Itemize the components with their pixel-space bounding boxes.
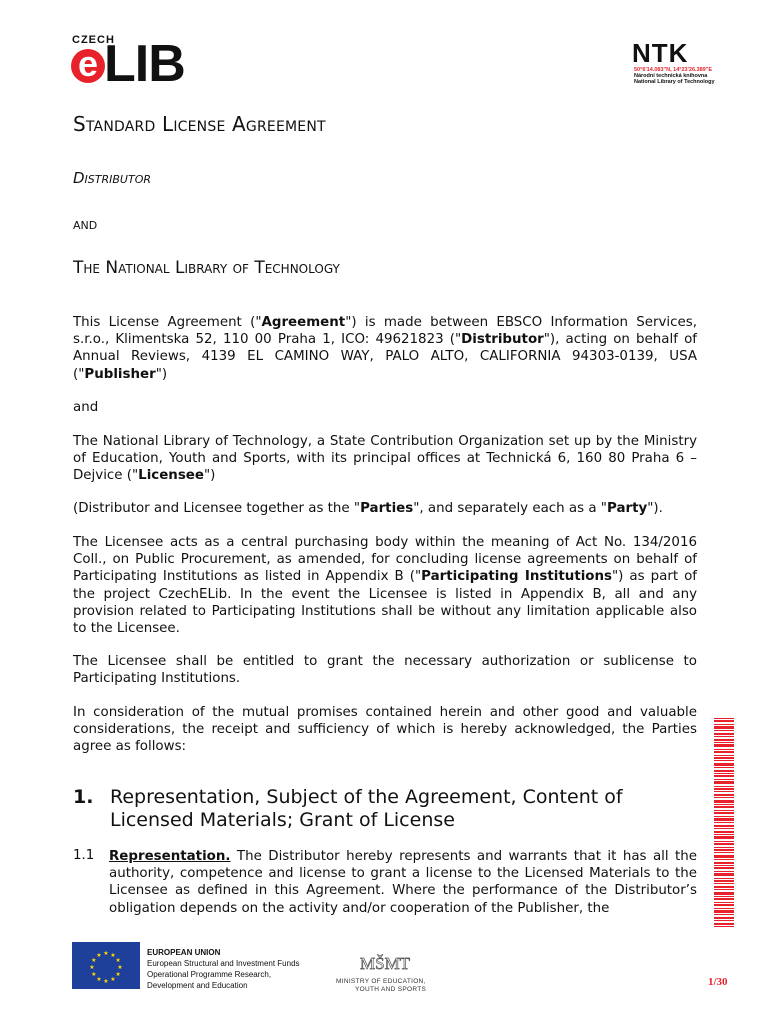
eu-star-icon: ★ <box>96 976 102 984</box>
eu-programme-label-2: Development and Education <box>147 981 248 990</box>
section-1-number: 1. <box>73 786 94 808</box>
document-title: Standard License Agreement <box>73 112 326 136</box>
barcode-stripe <box>714 810 734 811</box>
eu-funds-label: European Structural and Investment Funds <box>147 959 300 968</box>
barcode-stripe <box>714 742 734 743</box>
barcode-stripe <box>714 760 734 761</box>
msmt-label-2: YOUTH AND SPORTS <box>355 986 427 993</box>
barcode-stripe <box>714 797 734 798</box>
barcode-stripe <box>714 908 734 909</box>
barcode-stripe <box>714 726 734 729</box>
barcode-stripe <box>714 744 734 747</box>
barcode-stripe <box>714 767 734 768</box>
barcode-stripe <box>714 831 734 833</box>
barcode-stripe <box>714 892 734 895</box>
barcode-icon <box>714 718 734 928</box>
barcode-stripe <box>714 812 734 814</box>
eu-star-icon: ★ <box>89 964 95 971</box>
barcode-stripe <box>714 843 734 845</box>
barcode-stripe <box>714 781 734 784</box>
barcode-stripe <box>714 825 734 827</box>
eu-star-icon: ★ <box>103 978 109 985</box>
clause-1-1-text: Representation. The Distributor hereby represents and warrants that it has all the authority, competence and license to grant a license to the Licensed Materials to the Licensee as defined in this Agreement. Where the performance of the Distributor’s obligation depends on the activity and/or cooperation of the Publisher, the <box>109 849 697 916</box>
barcode-stripe <box>714 816 734 817</box>
czechelib-logo-czech: CZECH <box>72 34 115 46</box>
paragraph-consideration: In consideration of the mutual promises contained herein and other good and valuable considerations, the receipt and sufficiency of which is hereby acknowledged, the Parties agree as follows: <box>73 705 697 755</box>
ntk-coordinates: 50°6'14.083"N, 14°23'26.389"E <box>634 67 712 73</box>
barcode-stripe <box>714 736 734 737</box>
barcode-stripe <box>714 770 734 772</box>
barcode-stripe <box>714 791 734 792</box>
and-heading: and <box>73 215 98 233</box>
barcode-stripe <box>714 786 734 787</box>
eu-flag-icon <box>72 942 140 989</box>
barcode-stripe <box>714 920 734 921</box>
barcode-stripe <box>714 871 734 872</box>
barcode-stripe <box>714 822 734 823</box>
barcode-stripe <box>714 847 734 848</box>
distributor-heading: Distributor <box>73 169 152 187</box>
czechelib-logo-e: e <box>71 49 105 83</box>
barcode-stripe <box>714 724 734 725</box>
barcode-stripe <box>714 720 734 722</box>
barcode-stripe <box>714 904 734 906</box>
barcode-stripe <box>714 788 734 790</box>
barcode-stripe <box>714 718 734 719</box>
barcode-stripe <box>714 794 734 796</box>
eu-programme-label: Operational Programme Research, <box>147 970 272 979</box>
barcode-stripe <box>714 910 734 913</box>
eu-star-icon: ★ <box>110 951 116 959</box>
barcode-stripe <box>714 914 734 915</box>
barcode-stripe <box>714 836 734 839</box>
eu-star-icon: ★ <box>117 964 123 971</box>
barcode-stripe <box>714 818 734 821</box>
ntk-name-en: National Library of Technology <box>634 79 715 85</box>
barcode-stripe <box>714 867 734 869</box>
msmt-logo-icon <box>356 943 412 979</box>
barcode-stripe <box>714 849 734 851</box>
barcode-stripe <box>714 804 734 805</box>
barcode-stripe <box>714 917 734 919</box>
paragraph-licensee: The National Library of Technology, a State Contribution Organization set up by the Ministry of Education, Youth and Sports, with its principal offices at Technická 6, 160 80 Praha 6 – Dejvice ("Licensee") <box>73 434 697 484</box>
barcode-stripe <box>714 757 734 759</box>
paragraph-central-purchasing: The Licensee acts as a central purchasing body within the meaning of Act No. 134/2016 Coll., on Public Procurement, as amended, for concluding license agreements on behalf of Participating Institutions as listed in Appendix B ("Participating Institutions") as part of the project CzechELib. In the event the Licensee is listed in Appendix B, all and any provision related to Participating Institutions shall be without any limitation applicable also to the Licensee. <box>73 535 697 637</box>
barcode-stripe <box>714 923 734 925</box>
barcode-stripe <box>714 733 734 735</box>
page-number: 1/30 <box>708 976 728 988</box>
ntk-name-cz: Národní technická knihovna <box>634 73 708 79</box>
barcode-stripe <box>714 755 734 756</box>
barcode-stripe <box>714 865 734 866</box>
paragraph-parties-definition: (Distributor and Licensee together as the "Parties", and separately each as a "Party"). <box>73 501 663 516</box>
barcode-stripe <box>714 883 734 884</box>
barcode-stripe <box>714 806 734 808</box>
eu-star-icon: ★ <box>96 951 102 959</box>
msmt-mark: MŠMT <box>360 954 411 973</box>
barcode-stripe <box>714 896 734 897</box>
barcode-stripe <box>714 902 734 903</box>
ntk-logo: NTK <box>632 38 689 68</box>
barcode-stripe <box>714 841 734 842</box>
barcode-stripe <box>714 926 734 927</box>
eu-star-icon: ★ <box>91 957 97 964</box>
ntk-heading: The National Library of Technology <box>73 258 340 278</box>
eu-star-icon: ★ <box>115 957 121 964</box>
barcode-stripe <box>714 886 734 888</box>
paragraph-and: and <box>73 400 99 415</box>
barcode-stripe <box>714 773 734 774</box>
msmt-label-1: MINISTRY OF EDUCATION, <box>336 978 426 985</box>
barcode-stripe <box>714 751 734 753</box>
barcode-stripe <box>714 898 734 900</box>
barcode-stripe <box>714 880 734 882</box>
czechelib-logo-lib: LIB <box>104 35 185 93</box>
clause-1-1-number: 1.1 <box>73 848 95 863</box>
barcode-stripe <box>714 763 734 766</box>
barcode-stripe <box>714 800 734 803</box>
barcode-stripe <box>714 859 734 860</box>
eu-star-icon: ★ <box>110 976 116 984</box>
barcode-stripe <box>714 855 734 858</box>
eu-label: EUROPEAN UNION <box>147 948 221 957</box>
barcode-stripe <box>714 873 734 876</box>
barcode-stripe <box>714 775 734 777</box>
eu-star-icon: ★ <box>91 971 97 978</box>
barcode-stripe <box>714 878 734 879</box>
barcode-stripe <box>714 749 734 750</box>
eu-star-icon: ★ <box>115 971 121 978</box>
paragraph-sublicense: The Licensee shall be entitled to grant the necessary authorization or sublicense to Participating Institutions. <box>73 654 697 687</box>
barcode-stripe <box>714 739 734 741</box>
barcode-stripe <box>714 834 734 835</box>
barcode-stripe <box>714 730 734 731</box>
paragraph-parties-intro: This License Agreement ("Agreement") is made between EBSCO Information Services, s.r.o., Klimentska 52, 110 00 Praha 1, ICO: 49621823 ("Distributor"), acting on behalf of Annual Reviews, 4139 EL CAMINO WAY, PALO ALTO, CALIFORNIA 94303-0139, USA ("Publisher") <box>73 315 697 382</box>
eu-star-icon: ★ <box>103 950 109 957</box>
barcode-stripe <box>714 852 734 853</box>
barcode-stripe <box>714 779 734 780</box>
section-1-title: Representation, Subject of the Agreement, Content of Licensed Materials; Grant of License <box>110 786 623 831</box>
barcode-stripe <box>714 889 734 890</box>
barcode-stripe <box>714 862 734 864</box>
barcode-stripe <box>714 828 734 829</box>
